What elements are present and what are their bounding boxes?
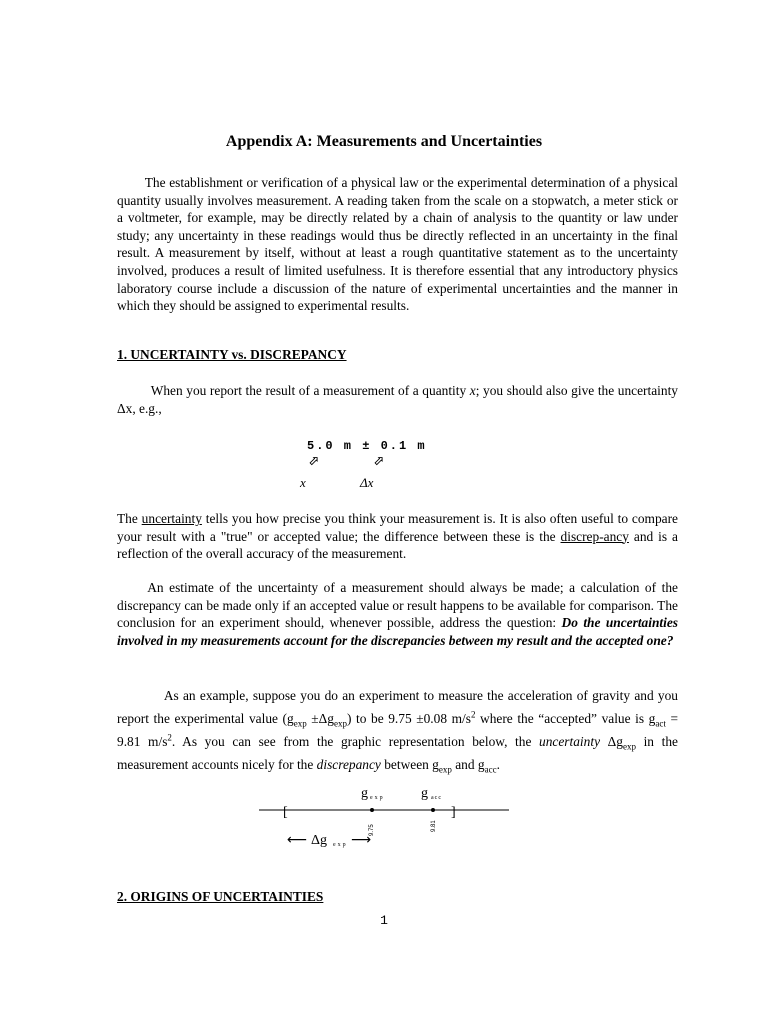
subscript: acc: [484, 764, 497, 775]
text: As an example, suppose you do an experiment to measure the acceleration of gravity and you report the experimental value (: [117, 688, 678, 726]
paragraph-estimate: [117, 579, 678, 649]
page-number: 1: [380, 913, 388, 928]
subscript: act: [655, 718, 666, 729]
section-heading-uncertainty-vs-discrepancy: 1. UNCERTAINTY vs. DISCREPANCY: [117, 347, 347, 362]
text: in the measurement accounts nicely for the: [117, 734, 678, 772]
arrow-up-right-icon: ⬀: [373, 454, 384, 469]
text: Δg: [600, 734, 623, 749]
text: Δg: [318, 711, 334, 726]
text: ; you should also give the uncertainty: [475, 383, 678, 398]
paragraph-gravity-example: [117, 684, 678, 776]
subscript: exp: [333, 718, 347, 729]
arrow-up-right-icon: ⬀: [308, 454, 319, 469]
superscript: 2: [470, 709, 476, 720]
equation-label-dx: Δx: [360, 475, 374, 490]
text: When you report the result of a measurement of a quantity: [150, 383, 470, 398]
subscript: exp: [293, 718, 307, 729]
paragraph-uncertainty-definition: [117, 510, 678, 563]
point-gacc: [431, 808, 435, 812]
text: The: [117, 511, 142, 526]
bracket-right: ]: [451, 805, 456, 820]
text: , e.g.,: [132, 400, 162, 416]
label-gacc: g: [421, 786, 428, 801]
key-question: Do the uncertainties involved in my measurements account for the discrepancies between my result and the accepted one?: [117, 615, 679, 648]
text: . As you can see from the graphic representation below, the: [171, 734, 540, 749]
intro-text: The establishment or verification of a physical law or the experimental determination of a physical quantity usually involves measurement. A reading taken from the scale on a stopwatch, a meter stick or a voltmeter, for example, may be directly related by a chain of analysis to the quantity or law under study; any uncertainty in these readings would thus be directly reflected in an uncertainty in the final result. A measurement by itself, without at least a rough quantitative statement as to the uncertainty involved, produces a result of limited usefulness. It is therefore essential that any introductory physics laboratory course include a discussion of the nature of experimental uncertainties and the manner in which they should be assigned to experimental results.: [117, 175, 679, 314]
example-equation: 5.0 m ± 0.1 m: [307, 439, 427, 453]
text: An estimate of the uncertainty of a measurement should always be made; a calculation of the discrepancy can be made only if an accepted value or result happens to be available for comparison. The conclusion for an experiment should, whenever possible, address the question:: [117, 580, 678, 631]
term-discrepancy: discrepancy: [316, 757, 381, 772]
superscript: 2: [167, 732, 172, 743]
text: tells you how precise you think your measurement is. It is also often useful to compare your result with a "true" or accepted value; the difference between these is the: [117, 511, 678, 544]
value-exp: 9.75: [369, 824, 375, 836]
term-discrepancy: discrep-ancy: [560, 528, 629, 544]
paragraph-report-uncertainty: [117, 382, 678, 417]
term-uncertainty: uncertainty: [539, 734, 601, 749]
text: ±: [306, 711, 319, 726]
term-uncertainty: uncertainty: [141, 511, 202, 526]
text: g: [287, 711, 294, 726]
label-gexp-sub: exp: [370, 795, 385, 801]
point-gexp: [370, 808, 374, 812]
label-gacc-sub: acc: [431, 795, 442, 801]
delta-g-label: Δg: [311, 833, 328, 848]
text: and is a reflection of the overall accuracy of the measurement.: [117, 528, 678, 562]
subscript: exp: [622, 741, 636, 752]
label-gexp: g: [361, 786, 368, 801]
text: .: [496, 757, 500, 772]
text: where the “accepted” value is g: [475, 711, 656, 726]
text: ) to be 9.75 ±0.08 m/s: [346, 711, 471, 726]
value-acc: 9.81: [431, 820, 437, 832]
intro-paragraph: [117, 174, 678, 315]
equation-label-x: x: [300, 475, 306, 490]
page-title: Appendix A: Measurements and Uncertainties: [225, 133, 543, 150]
arrow-right-icon: ⟶: [351, 832, 372, 848]
section-heading-origins: 2. ORIGINS OF UNCERTAINTIES: [117, 889, 324, 904]
text: between g: [380, 757, 439, 772]
delta-g-sub: exp: [333, 842, 348, 848]
bracket-left: [: [283, 805, 288, 820]
var-dx: Δx: [117, 400, 133, 416]
text: = 9.81 m/s: [117, 711, 678, 749]
var-x: x: [469, 383, 476, 398]
text: and g: [451, 757, 485, 772]
subscript: exp: [438, 764, 452, 775]
uncertainty-diagram: [255, 780, 515, 860]
arrow-left-icon: ⟵: [287, 832, 308, 848]
